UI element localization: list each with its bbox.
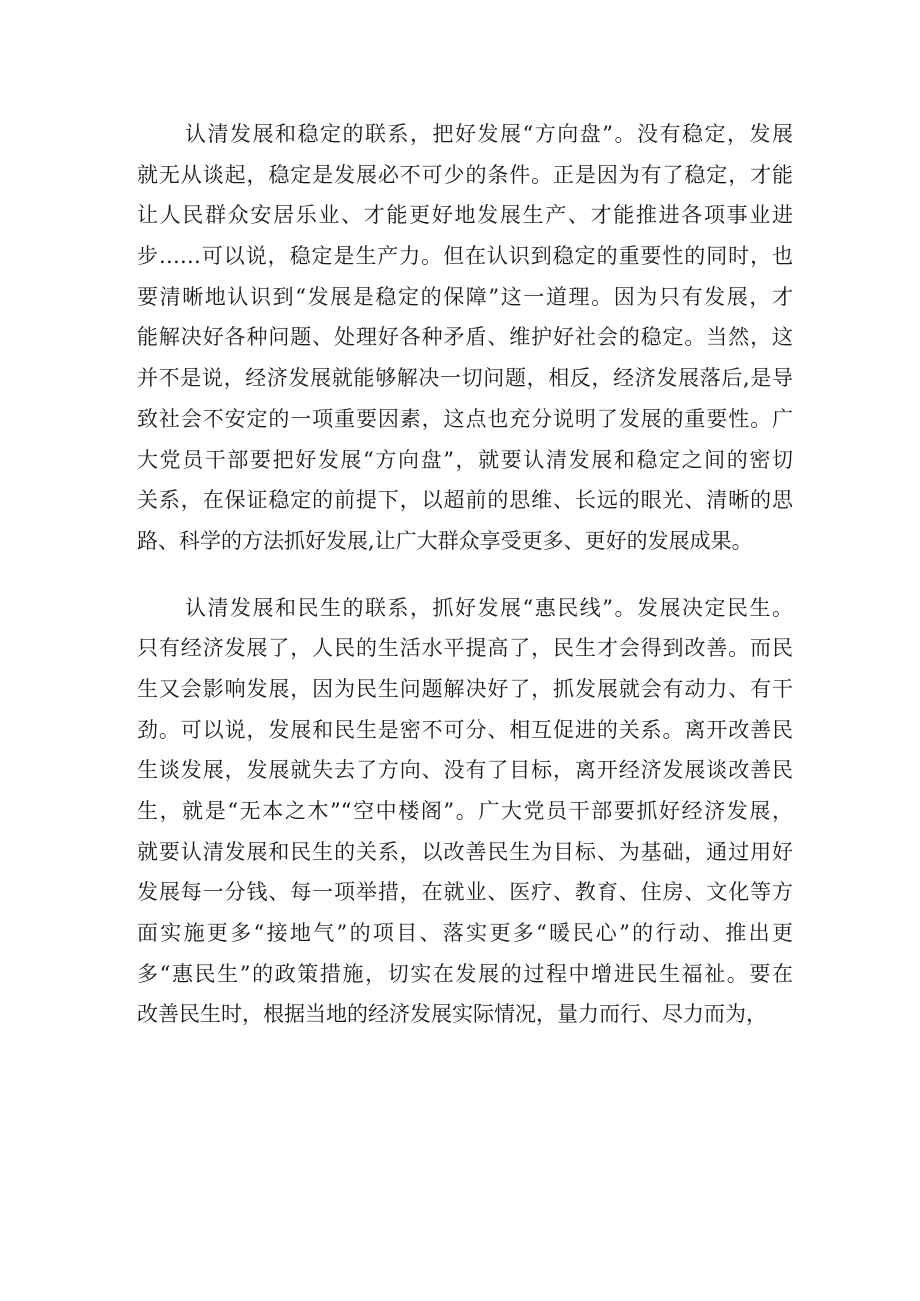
document-body [137, 114, 793, 1035]
paragraph-line: 路、科学的方法抓好发展,让广大群众享受更多、更好的发展成果。 [137, 528, 753, 553]
paragraph-line: 生，就是“无本之木”“空中楼阁”。广大党员干部要抓好经济发展， [137, 799, 793, 823]
paragraph-line: 让人民群众安居乐业、才能更好地发展生产、才能推进各项事业进 [137, 203, 793, 228]
paragraph-line: 多“惠民生”的政策措施，切实在发展的过程中增进民生福祉。要在 [137, 961, 793, 986]
paragraph-line: 面实施更多“接地气”的项目、落实更多“暖民心”的行动、推出更 [137, 921, 793, 946]
paragraph-line: 认清发展和稳定的联系，把好发展“方向盘”。没有稳定，发展 [185, 122, 793, 146]
paragraph-line: 生谈发展，发展就失去了方向、没有了目标，离开经济发展谈改善民 [137, 758, 793, 783]
paragraph-line: 关系，在保证稳定的前提下，以超前的思维、长远的眼光、清晰的思 [137, 488, 793, 513]
paragraph-line: 能解决好各种问题、处理好各种矛盾、维护好社会的稳定。当然，这 [137, 325, 793, 350]
paragraph-livelihood [137, 588, 793, 1036]
paragraph-line: 大党员干部要把好发展“方向盘”，就要认清发展和稳定之间的密切 [137, 447, 793, 472]
paragraph-line: 就无从谈起，稳定是发展必不可少的条件。正是因为有了稳定，才能 [137, 162, 793, 187]
paragraph-line: 发展每一分钱、每一项举措，在就业、医疗、教育、住房、文化等方 [137, 880, 793, 905]
paragraph-line: 认清发展和民生的联系，抓好发展“惠民线”。发展决定民生。 [185, 595, 793, 620]
paragraph-line: 致社会不安定的一项重要因素，这点也充分说明了发展的重要性。广 [137, 406, 793, 431]
paragraph-line: 就要认清发展和民生的关系，以改善民生为目标、为基础，通过用好 [137, 839, 793, 864]
paragraph-line: 改善民生时，根据当地的经济发展实际情况，量力而行、尽力而为， [137, 1002, 767, 1027]
paragraph-line: 只有经济发展了，人民的生活水平提高了，民生才会得到改善。而民 [137, 636, 793, 661]
paragraph-line: 步……可以说，稳定是生产力。但在认识到稳定的重要性的同时，也 [137, 244, 793, 269]
paragraph-line: 并不是说，经济发展就能够解决一切问题，相反，经济发展落后,是导 [137, 366, 793, 391]
paragraph-line: 生又会影响发展，因为民生问题解决好了，抓发展就会有动力、有干 [137, 676, 793, 701]
paragraph-stability [137, 114, 793, 562]
paragraph-line: 要清晰地认识到“发展是稳定的保障”这一道理。因为只有发展，才 [137, 284, 793, 309]
paragraph-line: 劲。可以说，发展和民生是密不可分、相互促进的关系。离开改善民 [137, 717, 793, 742]
